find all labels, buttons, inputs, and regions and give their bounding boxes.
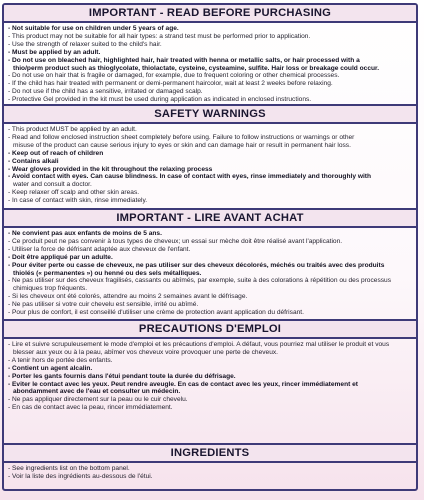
label-line: - Pour plus de confort, il est conseillé d'utiliser une crème de protection avant application du défrisant. — [8, 309, 412, 317]
label-line: - Ne pas utiliser si votre cuir chevelu est sensible, irrité ou abîmé. — [8, 301, 412, 309]
ingredients-en: - See ingredients list on the bottom panel. — [8, 465, 412, 473]
important-heading: IMPORTANT - READ BEFORE PURCHASING — [4, 5, 416, 23]
label-line: - Do not use on hair that is fragile or damaged, for example, due to frequent coloring or other chemical processes. — [8, 72, 412, 80]
label-line: thiolés (« permanentes ») ou henné ou des sels métalliques. — [13, 269, 202, 277]
label-line: - If the child has hair treated with permanent or demi-permanent haircolor, wait at least 2 weeks before relaxing. — [8, 80, 412, 88]
safety-warnings-text — [8, 126, 412, 205]
label-frame — [2, 3, 418, 491]
label-line: - Do not use if the child has a sensitive, irritated or damaged scalp. — [8, 88, 412, 96]
ingredients-fr: - Voir la liste des ingrédients au-dessous de l'étui. — [8, 473, 412, 481]
label-line: - Pour éviter perte ou casse de cheveux, ne pas utiliser sur des cheveux décolorés, méchés ou traités avec des produits — [8, 262, 412, 270]
label-line: - En cas de contact avec la peau, rincer immédiatement. — [8, 404, 412, 412]
important-text — [8, 25, 412, 104]
label-line: - Si les cheveux ont été colorés, attendre au moins 2 semaines avant le défrisage. — [8, 293, 412, 301]
safety-warnings-heading: SAFETY WARNINGS — [4, 104, 416, 124]
label-line: - Ne pas utiliser sur des cheveux fragilisés, cassants ou abîmés, par exemple, suite à des colorations à répétition ou des processus — [8, 277, 412, 285]
label-line: misuse of the product can cause serious injury to eyes or skin and can damage hair or result in permanent hair loss. — [13, 141, 351, 149]
label-line: - Not suitable for use on children under 5 years of age. — [8, 25, 412, 33]
label-line: - Do not use on bleached hair, highlighted hair, hair treated with henna or metallic salts, or hair processed with a — [8, 57, 412, 65]
label-line: - Utiliser la force de défrisant adaptée aux cheveux de l'enfant. — [8, 246, 412, 254]
label-line: - Must be applied by an adult. — [8, 49, 412, 57]
label-line: - Use the strength of relaxer suited to the child's hair. — [8, 41, 412, 49]
label-line: - Eviter le contact avec les yeux. Peut rendre aveugle. En cas de contact avec les yeux, rincer immédiatement et — [8, 381, 412, 389]
label-line: chimiques trop fréquents. — [13, 285, 88, 293]
label-line: - Protective Gel provided in the kit must be used during application as indicated in enclosed instructions. — [8, 96, 412, 104]
label-line: - Read and follow enclosed instruction sheet completely before using. Failure to follow instructions or warnings or other — [8, 134, 412, 142]
label-line: - A tenir hors de portée des enfants. — [8, 357, 412, 365]
label-line: thio/perm product such as thioglycolate, thiolactate, cysteine, cysteamine, sulfite. Hair loss or breakage could occur. — [13, 64, 380, 72]
label-line: - Contains alkali — [8, 158, 412, 166]
label-line: water and consult a doctor. — [13, 181, 92, 189]
ingredients-text — [8, 465, 412, 481]
label-line: - Avoid contact with eyes. Can cause blindness. In case of contact with eyes, rinse immediately and thoroughly with — [8, 173, 412, 181]
label-line: - Keep out of reach of children — [8, 150, 412, 158]
label-line: - This product may not be suitable for all hair types: a strand test must be performed prior to application. — [8, 33, 412, 41]
label-line: - This product MUST be applied by an adult. — [8, 126, 412, 134]
precautions-heading: PRECAUTIONS D'EMPLOI — [4, 319, 416, 339]
label-line: - Ce produit peut ne pas convenir à tous types de cheveux; un essai sur mèche doit être réalisé avant l'application. — [8, 238, 412, 246]
ingredients-heading: INGREDIENTS — [4, 443, 416, 463]
important-fr-heading: IMPORTANT - LIRE AVANT ACHAT — [4, 208, 416, 228]
label-line: - Keep relaxer off scalp and other skin areas. — [8, 189, 412, 197]
label-line: - Doit être appliqué par un adulte. — [8, 254, 412, 262]
precautions-text — [8, 341, 412, 412]
label-line: - Ne convient pas aux enfants de moins de 5 ans. — [8, 230, 412, 238]
label-line: blesser aux yeux ou à la peau, abîmer vos cheveux voire provoquer une perte de cheveux. — [13, 348, 279, 356]
label-line: - Contient un agent alcalin. — [8, 365, 412, 373]
label-line: - Ne pas appliquer directement sur la peau ou le cuir chevelu. — [8, 396, 412, 404]
important-fr-text — [8, 230, 412, 317]
label-line: - In case of contact with skin, rinse immediately. — [8, 197, 412, 205]
label-line: - Wear gloves provided in the kit throughout the relaxing process — [8, 166, 412, 174]
label-line: - Porter les gants fournis dans l'étui pendant toute la durée du défrisage. — [8, 373, 412, 381]
label-line: abondamment avec de l'eau et consulter un médecin. — [13, 388, 181, 396]
label-line: - Lire et suivre scrupuleusement le mode d'emploi et les précautions d'emploi. A défaut, vous pourriez mal utiliser le produit et vous — [8, 341, 412, 349]
